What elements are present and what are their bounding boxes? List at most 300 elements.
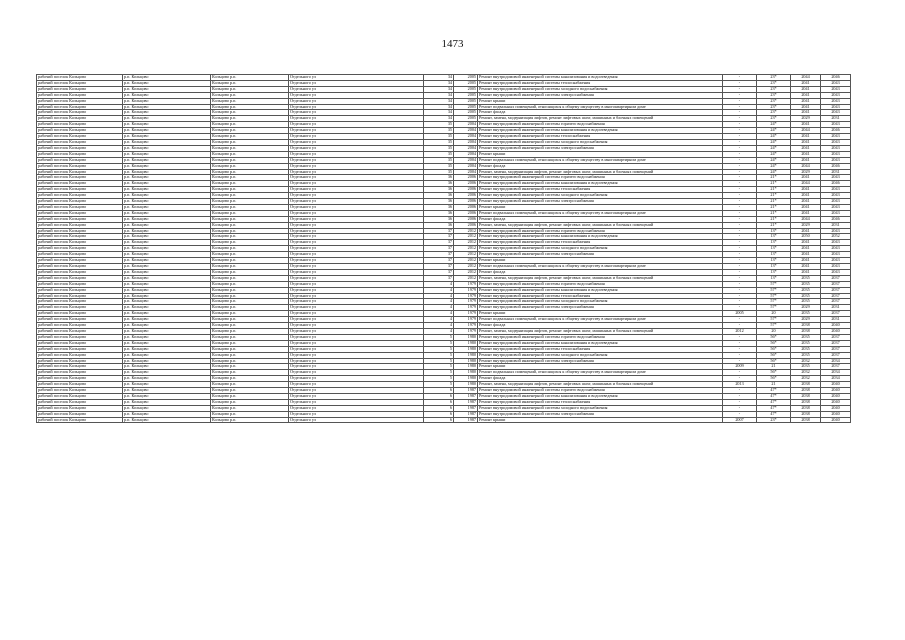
cell-work-type: Ремонт крыши	[478, 98, 723, 104]
cell-street: Отдельного ул	[289, 376, 424, 382]
cell-year: 1987	[454, 399, 478, 405]
cell-percent: 21*	[757, 216, 791, 222]
cell-settlement: рабочий поселок Кольцово	[37, 151, 123, 157]
cell-street: Отдельного ул	[289, 334, 424, 340]
cell-district: Кольцово р.п.	[211, 210, 289, 216]
cell-work-type: Ремонт внутридомовой инженерной системы горячего водоснабжения	[478, 334, 723, 340]
cell-house: 6	[424, 405, 454, 411]
cell-plan-start: 2041	[791, 258, 821, 264]
cell-plan-start: 2041	[791, 175, 821, 181]
cell-district: Кольцово р.п.	[211, 187, 289, 193]
cell-work-type: Ремонт внутридомовой инженерной системы теплоснабжения	[478, 346, 723, 352]
cell-work-type: Ремонт внутридомовой инженерной системы электроснабжения	[478, 199, 723, 205]
cell-street: Отдельного ул	[289, 86, 424, 92]
cell-settlement: рабочий поселок Кольцово	[37, 258, 123, 264]
cell-house: 4	[424, 287, 454, 293]
cell-percent: 13*	[757, 234, 791, 240]
cell-year: 2006	[454, 210, 478, 216]
cell-settlement: рабочий поселок Кольцово	[37, 181, 123, 187]
cell-year: 1979	[454, 305, 478, 311]
cell-street: Отдельного ул	[289, 122, 424, 128]
cell-plan-start: 2038	[791, 323, 821, 329]
cell-plan-start: 2038	[791, 405, 821, 411]
cell-year: 1979	[454, 323, 478, 329]
cell-settlement: рабочий поселок Кольцово	[37, 234, 123, 240]
cell-plan-end: 2040	[821, 323, 851, 329]
cell-plan-end: 2040	[821, 393, 851, 399]
cell-district: Кольцово р.п.	[211, 376, 289, 382]
cell-house: 5	[424, 334, 454, 340]
cell-street: Отдельного ул	[289, 358, 424, 364]
cell-plan-start: 2035	[791, 287, 821, 293]
cell-house: 34	[424, 98, 454, 104]
cell-work-type: Ремонт, замена, модернизация лифтов, ремонт лифтовых шахт, машинных и блочных помещений	[478, 116, 723, 122]
cell-percent: 23*	[757, 86, 791, 92]
cell-percent: 47*	[757, 411, 791, 417]
cell-street: Отдельного ул	[289, 240, 424, 246]
cell-cost: 2007	[723, 417, 757, 423]
cell-work-type: Ремонт внутридомовой инженерной системы горячего водоснабжения	[478, 175, 723, 181]
cell-cost: -	[723, 411, 757, 417]
cell-street: Отдельного ул	[289, 216, 424, 222]
cell-house: 36	[424, 175, 454, 181]
cell-work-type: Ремонт фасада	[478, 376, 723, 382]
cell-district: Кольцово р.п.	[211, 293, 289, 299]
cell-municipality: р.п. Кольцово	[123, 334, 211, 340]
cell-plan-end: 2031	[821, 222, 851, 228]
cell-street: Отдельного ул	[289, 252, 424, 258]
cell-work-type: Ремонт крыши	[478, 204, 723, 210]
cell-cost: -	[723, 151, 757, 157]
cell-cost: -	[723, 323, 757, 329]
cell-plan-end: 2043	[821, 240, 851, 246]
cell-house: 6	[424, 411, 454, 417]
cell-settlement: рабочий поселок Кольцово	[37, 210, 123, 216]
cell-street: Отдельного ул	[289, 293, 424, 299]
cell-plan-end: 2037	[821, 364, 851, 370]
cell-settlement: рабочий поселок Кольцово	[37, 275, 123, 281]
cell-percent: 13*	[757, 264, 791, 270]
cell-cost: -	[723, 293, 757, 299]
cell-plan-end: 2043	[821, 139, 851, 145]
cell-work-type: Ремонт внутридомовой инженерной системы канализования и водоотведения	[478, 287, 723, 293]
cell-cost: 2009	[723, 364, 757, 370]
cell-district: Кольцово р.п.	[211, 346, 289, 352]
cell-work-type: Ремонт внутридомовой инженерной системы электроснабжения	[478, 92, 723, 98]
cell-municipality: р.п. Кольцово	[123, 411, 211, 417]
cell-settlement: рабочий поселок Кольцово	[37, 116, 123, 122]
cell-municipality: р.п. Кольцово	[123, 275, 211, 281]
cell-plan-start: 2029	[791, 317, 821, 323]
cell-plan-end: 2034	[821, 358, 851, 364]
cell-plan-end: 2043	[821, 98, 851, 104]
cell-plan-start: 2035	[791, 334, 821, 340]
cell-district: Кольцово р.п.	[211, 228, 289, 234]
cell-plan-start: 2035	[791, 352, 821, 358]
cell-municipality: р.п. Кольцово	[123, 181, 211, 187]
cell-plan-start: 2035	[791, 293, 821, 299]
cell-municipality: р.п. Кольцово	[123, 86, 211, 92]
cell-district: Кольцово р.п.	[211, 75, 289, 81]
cell-municipality: р.п. Кольцово	[123, 388, 211, 394]
cell-street: Отдельного ул	[289, 139, 424, 145]
cell-work-type: Ремонт внутридомовой инженерной системы канализования и водоотведения	[478, 75, 723, 81]
cell-year: 2004	[454, 122, 478, 128]
cell-year: 1980	[454, 358, 478, 364]
cell-work-type: Ремонт фасада	[478, 216, 723, 222]
cell-year: 2012	[454, 252, 478, 258]
cell-year: 1980	[454, 370, 478, 376]
cell-house: 34	[424, 104, 454, 110]
cell-plan-end: 2037	[821, 287, 851, 293]
cell-settlement: рабочий поселок Кольцово	[37, 252, 123, 258]
cell-house: 36	[424, 216, 454, 222]
cell-plan-end: 2037	[821, 346, 851, 352]
cell-street: Отдельного ул	[289, 370, 424, 376]
cell-plan-end: 2034	[821, 370, 851, 376]
cell-house: 34	[424, 92, 454, 98]
cell-settlement: рабочий поселок Кольцово	[37, 193, 123, 199]
cell-house: 36	[424, 210, 454, 216]
cell-house: 35	[424, 157, 454, 163]
cell-plan-start: 2041	[791, 104, 821, 110]
cell-cost: -	[723, 163, 757, 169]
cell-municipality: р.п. Кольцово	[123, 417, 211, 423]
cell-work-type: Ремонт внутридомовой инженерной системы холодного водоснабжения	[478, 193, 723, 199]
cell-cost: -	[723, 317, 757, 323]
cell-year: 2004	[454, 151, 478, 157]
cell-municipality: р.п. Кольцово	[123, 151, 211, 157]
cell-settlement: рабочий поселок Кольцово	[37, 405, 123, 411]
cell-settlement: рабочий поселок Кольцово	[37, 317, 123, 323]
cell-municipality: р.п. Кольцово	[123, 264, 211, 270]
cell-work-type: Ремонт внутридомовой инженерной системы канализования и водоотведения	[478, 234, 723, 240]
cell-plan-end: 2040	[821, 417, 851, 423]
cell-work-type: Ремонт крыши	[478, 151, 723, 157]
cell-cost: -	[723, 246, 757, 252]
cell-house: 5	[424, 346, 454, 352]
cell-municipality: р.п. Кольцово	[123, 240, 211, 246]
cell-cost: -	[723, 169, 757, 175]
cell-cost: -	[723, 110, 757, 116]
cell-house: 35	[424, 122, 454, 128]
cell-plan-start: 2044	[791, 128, 821, 134]
cell-district: Кольцово р.п.	[211, 334, 289, 340]
cell-cost: -	[723, 281, 757, 287]
cell-year: 1980	[454, 346, 478, 352]
cell-percent: 47*	[757, 388, 791, 394]
cell-district: Кольцово р.п.	[211, 216, 289, 222]
cell-plan-end: 2043	[821, 175, 851, 181]
cell-year: 1979	[454, 293, 478, 299]
cell-district: Кольцово р.п.	[211, 193, 289, 199]
cell-district: Кольцово р.п.	[211, 275, 289, 281]
cell-percent: 56*	[757, 358, 791, 364]
cell-municipality: р.п. Кольцово	[123, 299, 211, 305]
cell-plan-end: 2040	[821, 399, 851, 405]
cell-percent: 13*	[757, 275, 791, 281]
cell-settlement: рабочий поселок Кольцово	[37, 269, 123, 275]
cell-plan-start: 2038	[791, 382, 821, 388]
cell-work-type: Ремонт подвальных помещений, относящихся к общему имуществу в многоквартирном доме	[478, 370, 723, 376]
cell-work-type: Ремонт внутридомовой инженерной системы холодного водоснабжения	[478, 352, 723, 358]
cell-plan-start: 2035	[791, 364, 821, 370]
cell-house: 6	[424, 417, 454, 423]
cell-plan-start: 2035	[791, 281, 821, 287]
cell-settlement: рабочий поселок Кольцово	[37, 334, 123, 340]
cell-municipality: р.п. Кольцово	[123, 311, 211, 317]
cell-cost: -	[723, 204, 757, 210]
cell-year: 1980	[454, 334, 478, 340]
cell-district: Кольцово р.п.	[211, 411, 289, 417]
cell-percent: 13*	[757, 240, 791, 246]
cell-house: 4	[424, 299, 454, 305]
cell-house: 36	[424, 204, 454, 210]
cell-work-type: Ремонт крыши	[478, 417, 723, 423]
cell-municipality: р.п. Кольцово	[123, 210, 211, 216]
cell-municipality: р.п. Кольцово	[123, 305, 211, 311]
cell-plan-start: 2041	[791, 269, 821, 275]
cell-cost: -	[723, 352, 757, 358]
cell-settlement: рабочий поселок Кольцово	[37, 293, 123, 299]
cell-street: Отдельного ул	[289, 305, 424, 311]
cell-work-type: Ремонт, замена, модернизация лифтов, ремонт лифтовых шахт, машинных и блочных помещений	[478, 328, 723, 334]
cell-cost: -	[723, 134, 757, 140]
cell-year: 1987	[454, 393, 478, 399]
cell-cost: -	[723, 181, 757, 187]
cell-plan-end: 2043	[821, 104, 851, 110]
cell-district: Кольцово р.п.	[211, 128, 289, 134]
cell-plan-end: 2043	[821, 122, 851, 128]
cell-plan-start: 2041	[791, 80, 821, 86]
cell-cost: -	[723, 358, 757, 364]
cell-year: 1987	[454, 388, 478, 394]
cell-settlement: рабочий поселок Кольцово	[37, 411, 123, 417]
cell-work-type: Ремонт, замена, модернизация лифтов, ремонт лифтовых шахт, машинных и блочных помещений	[478, 275, 723, 281]
cell-work-type: Ремонт внутридомовой инженерной системы холодного водоснабжения	[478, 299, 723, 305]
cell-cost: -	[723, 210, 757, 216]
cell-percent: 24*	[757, 145, 791, 151]
cell-settlement: рабочий поселок Кольцово	[37, 346, 123, 352]
cell-settlement: рабочий поселок Кольцово	[37, 80, 123, 86]
cell-municipality: р.п. Кольцово	[123, 193, 211, 199]
cell-street: Отдельного ул	[289, 116, 424, 122]
cell-work-type: Ремонт внутридомовой инженерной системы холодного водоснабжения	[478, 405, 723, 411]
cell-settlement: рабочий поселок Кольцово	[37, 399, 123, 405]
cell-percent: 21*	[757, 175, 791, 181]
cell-percent: 56*	[757, 370, 791, 376]
cell-work-type: Ремонт крыши	[478, 311, 723, 317]
cell-percent: 21	[757, 364, 791, 370]
cell-work-type: Ремонт внутридомовой инженерной системы электроснабжения	[478, 358, 723, 364]
cell-plan-end: 2043	[821, 187, 851, 193]
cell-cost: -	[723, 128, 757, 134]
cell-percent: 56*	[757, 376, 791, 382]
cell-cost: -	[723, 145, 757, 151]
cell-street: Отдельного ул	[289, 411, 424, 417]
document-sheet	[36, 74, 850, 423]
cell-municipality: р.п. Кольцово	[123, 116, 211, 122]
cell-street: Отдельного ул	[289, 128, 424, 134]
cell-house: 4	[424, 317, 454, 323]
cell-house: 4	[424, 328, 454, 334]
cell-street: Отдельного ул	[289, 151, 424, 157]
cell-settlement: рабочий поселок Кольцово	[37, 75, 123, 81]
cell-street: Отдельного ул	[289, 134, 424, 140]
cell-work-type: Ремонт внутридомовой инженерной системы канализования и водоотведения	[478, 128, 723, 134]
cell-work-type: Ремонт внутридомовой инженерной системы теплоснабжения	[478, 399, 723, 405]
cell-street: Отдельного ул	[289, 364, 424, 370]
cell-municipality: р.п. Кольцово	[123, 104, 211, 110]
cell-plan-end: 2043	[821, 86, 851, 92]
cell-cost: -	[723, 234, 757, 240]
cell-municipality: р.п. Кольцово	[123, 252, 211, 258]
cell-cost: -	[723, 399, 757, 405]
cell-work-type: Ремонт внутридомовой инженерной системы канализования и водоотведения	[478, 340, 723, 346]
cell-percent: 23*	[757, 80, 791, 86]
cell-settlement: рабочий поселок Кольцово	[37, 163, 123, 169]
cell-plan-end: 2040	[821, 411, 851, 417]
cell-cost: -	[723, 258, 757, 264]
cell-work-type: Ремонт внутридомовой инженерной системы теплоснабжения	[478, 80, 723, 86]
cell-work-type: Ремонт подвальных помещений, относящихся к общему имуществу в многоквартирном доме	[478, 104, 723, 110]
cell-percent: 23*	[757, 92, 791, 98]
cell-percent: 13*	[757, 252, 791, 258]
cell-street: Отдельного ул	[289, 264, 424, 270]
cell-percent: 20	[757, 311, 791, 317]
cell-settlement: рабочий поселок Кольцово	[37, 240, 123, 246]
cell-settlement: рабочий поселок Кольцово	[37, 382, 123, 388]
cell-street: Отдельного ул	[289, 352, 424, 358]
cell-district: Кольцово р.п.	[211, 199, 289, 205]
cell-street: Отдельного ул	[289, 163, 424, 169]
cell-year: 2004	[454, 134, 478, 140]
cell-house: 6	[424, 393, 454, 399]
cell-year: 1980	[454, 340, 478, 346]
cell-cost: -	[723, 252, 757, 258]
cell-street: Отдельного ул	[289, 281, 424, 287]
cell-work-type: Ремонт внутридомовой инженерной системы теплоснабжения	[478, 240, 723, 246]
cell-plan-start: 2035	[791, 346, 821, 352]
cell-plan-end: 2043	[821, 92, 851, 98]
cell-street: Отдельного ул	[289, 388, 424, 394]
cell-house: 37	[424, 275, 454, 281]
cell-year: 1979	[454, 317, 478, 323]
cell-street: Отдельного ул	[289, 80, 424, 86]
cell-settlement: рабочий поселок Кольцово	[37, 92, 123, 98]
cell-municipality: р.п. Кольцово	[123, 163, 211, 169]
cell-percent: 21	[757, 382, 791, 388]
cell-municipality: р.п. Кольцово	[123, 399, 211, 405]
cell-year: 2004	[454, 157, 478, 163]
cell-settlement: рабочий поселок Кольцово	[37, 358, 123, 364]
cell-plan-end: 2043	[821, 269, 851, 275]
cell-house: 4	[424, 293, 454, 299]
cell-municipality: р.п. Кольцово	[123, 258, 211, 264]
cell-street: Отдельного ул	[289, 299, 424, 305]
cell-district: Кольцово р.п.	[211, 393, 289, 399]
cell-plan-start: 2050	[791, 234, 821, 240]
cell-district: Кольцово р.п.	[211, 323, 289, 329]
cell-municipality: р.п. Кольцово	[123, 382, 211, 388]
cell-year: 1980	[454, 352, 478, 358]
cell-year: 2004	[454, 169, 478, 175]
cell-district: Кольцово р.п.	[211, 175, 289, 181]
cell-district: Кольцово р.п.	[211, 80, 289, 86]
cell-street: Отдельного ул	[289, 393, 424, 399]
cell-cost: -	[723, 116, 757, 122]
cell-work-type: Ремонт внутридомовой инженерной системы теплоснабжения	[478, 293, 723, 299]
cell-year: 1987	[454, 411, 478, 417]
cell-plan-start: 2041	[791, 157, 821, 163]
cell-house: 37	[424, 234, 454, 240]
cell-percent: 57*	[757, 281, 791, 287]
cell-year: 2005	[454, 86, 478, 92]
cell-plan-end: 2031	[821, 116, 851, 122]
cell-cost: -	[723, 193, 757, 199]
cell-plan-start: 2044	[791, 181, 821, 187]
cell-municipality: р.п. Кольцово	[123, 323, 211, 329]
cell-cost: -	[723, 346, 757, 352]
cell-district: Кольцово р.п.	[211, 134, 289, 140]
cell-settlement: рабочий поселок Кольцово	[37, 204, 123, 210]
cell-plan-end: 2037	[821, 275, 851, 281]
cell-cost: -	[723, 187, 757, 193]
cell-plan-end: 2046	[821, 128, 851, 134]
cell-settlement: рабочий поселок Кольцово	[37, 287, 123, 293]
cell-plan-end: 2043	[821, 145, 851, 151]
cell-house: 34	[424, 80, 454, 86]
cell-plan-start: 2032	[791, 370, 821, 376]
cell-work-type: Ремонт фасада	[478, 269, 723, 275]
cell-settlement: рабочий поселок Кольцово	[37, 175, 123, 181]
cell-plan-end: 2040	[821, 382, 851, 388]
cell-year: 2006	[454, 193, 478, 199]
cell-house: 36	[424, 222, 454, 228]
cell-plan-end: 2040	[821, 328, 851, 334]
cell-plan-start: 2041	[791, 228, 821, 234]
cell-work-type: Ремонт внутридомовой инженерной системы горячего водоснабжения	[478, 122, 723, 128]
cell-street: Отдельного ул	[289, 210, 424, 216]
cell-municipality: р.п. Кольцово	[123, 393, 211, 399]
cell-street: Отдельного ул	[289, 75, 424, 81]
cell-plan-end: 2043	[821, 246, 851, 252]
cell-plan-start: 2041	[791, 145, 821, 151]
cell-cost: -	[723, 388, 757, 394]
cell-municipality: р.п. Кольцово	[123, 157, 211, 163]
cell-cost: -	[723, 299, 757, 305]
cell-street: Отдельного ул	[289, 234, 424, 240]
cell-house: 35	[424, 128, 454, 134]
cell-percent: 23*	[757, 417, 791, 423]
cell-cost: -	[723, 80, 757, 86]
cell-plan-start: 2041	[791, 110, 821, 116]
cell-street: Отдельного ул	[289, 193, 424, 199]
cell-settlement: рабочий поселок Кольцово	[37, 104, 123, 110]
cell-plan-start: 2038	[791, 417, 821, 423]
cell-percent: 20	[757, 328, 791, 334]
cell-year: 2012	[454, 234, 478, 240]
cell-work-type: Ремонт внутридомовой инженерной системы горячего водоснабжения	[478, 228, 723, 234]
cell-plan-start: 2041	[791, 98, 821, 104]
cell-cost: 2005	[723, 311, 757, 317]
cell-settlement: рабочий поселок Кольцово	[37, 145, 123, 151]
cell-cost: -	[723, 104, 757, 110]
cell-year: 2005	[454, 110, 478, 116]
cell-street: Отдельного ул	[289, 317, 424, 323]
cell-year: 2005	[454, 104, 478, 110]
cell-cost: -	[723, 86, 757, 92]
